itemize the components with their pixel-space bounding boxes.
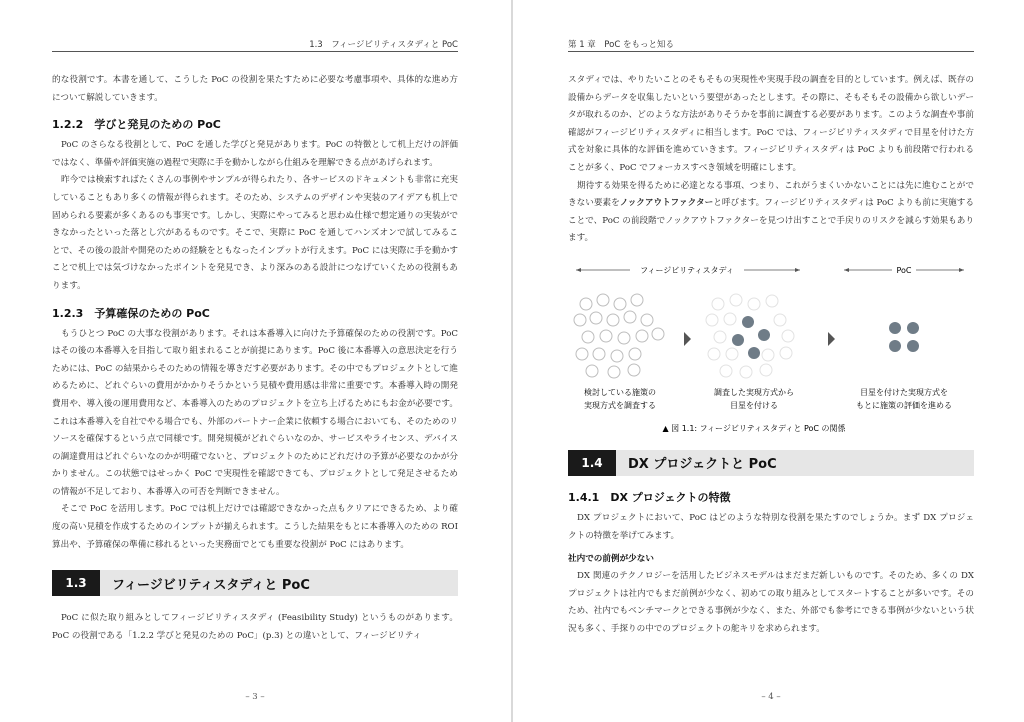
paragraph-1-4-1-b: DX 関連のテクノロジーを活用したビジネスモデルはまだまだ新しいものです。そのため、多くの DX プロジェクトは社内でもまだ前例が少なく、初めての取り組みとしてスタートすることが多いです。そのため、社内でもベンチマークとできる事例が少なく、また、外部でも参考にできる事例が少ないという状況も多く、手探りの中でのプロジェクトの舵キリを求められます。 (568, 571, 974, 634)
intro-paragraph: 的な役割です。本書を通して、こうした PoC の役割を果たすために必要な考慮事項や、具体的な進め方について解説していきます。 (52, 75, 458, 103)
right-page (512, 0, 1024, 722)
caption-step-2-line-2: 目星を付ける (730, 400, 778, 410)
caption-step-2-line-1: 調査した実現方式から (714, 387, 794, 397)
header-rule-left (52, 51, 458, 52)
running-head-right: 第 1 章 PoC をもっと知る (568, 40, 674, 50)
section-number: 1.4 (568, 450, 616, 476)
cluster-narrowed (706, 294, 794, 378)
label-feasibility: フィージビリティスタディ (640, 265, 734, 275)
label-poc: PoC (896, 265, 912, 275)
section-title: DX プロジェクトと PoC (628, 457, 777, 473)
heading-1-2-3: 1.2.3 予算確保のための PoC (52, 306, 210, 320)
right-page-content (568, 72, 974, 639)
knockout-text-before: 期待する効果を得るために必達となる事項、つまり、これがうまくいかないことには先に進むことができない要素を (568, 180, 974, 209)
section-number: 1.3 (52, 570, 100, 596)
caption-step-1-line-2: 実現方式を調査する (584, 400, 656, 410)
paragraph-feasibility-a: スタディでは、やりたいことのそもそもの実現性や実現手段の調査を目的としています。例えば、既存の設備からデータを収集したいという要望があったとします。その際に、そもそもその設備から欲しいデータが取れるのか、どのような方法がありそうかを事前に調査する必要があります。このような調査や事前確認がフィージビリティスタディに相当します。PoC では、フィージビリティスタディで目星を付けた方式を対象に具体的な評価を進めていきます。フィージビリティスタディは PoC よりも前段階で行われることが多く、PoC でフォーカスすべき領域を明確にします。 (568, 75, 974, 173)
cluster-candidates (574, 294, 664, 378)
caption-step-3-line-2: もとに施策の評価を進める (856, 400, 952, 410)
paragraph-feasibility-b (568, 178, 974, 248)
knockout-text-after: と呼びます。フィージビリティスタディは PoC よりも前に実施することで、PoC の前段階でノックアウトファクターを見つけ出すことで手戻りのリスクを減らす効果もあります。 (568, 198, 974, 244)
left-page-content (52, 72, 458, 645)
header-rule-right (568, 51, 974, 52)
figure-1-1 (568, 260, 974, 440)
cluster-selected (889, 322, 919, 352)
section-title: フィージビリティスタディと PoC (112, 577, 310, 593)
page-number-left: – 3 – (245, 692, 265, 702)
heading-1-2-2: 1.2.2 学びと発見のための PoC (52, 118, 221, 132)
paragraph-1-4-1-a: DX プロジェクトにおいて、PoC はどのような特別な役割を果たすのでしょうか。まず DX プロジェクトの特徴を挙げてみます。 (568, 512, 974, 541)
paragraph-1-2-3-a: もうひとつ PoC の大事な役割があります。それは本番導入に向けた予算確保のための役割です。PoC はその後の本番導入を目指して取り組まれることが前提にあります。PoC 後に本番導入の意思決定を行うためには、PoC の結果からそのための情報を導きだす必要があります。その中でもプロジェクトとして進めるために、どれぐらいの費用がかかりそうかという見積や費用感は非常に重要です。本番導入時の開発費用や、導入後の運用費用など、本番導入のためのプロジェクトを立ち上げるためにもお金が必要です。これは本番導入を自社でやる場合でも、外部のパートナー企業に依頼する場合においても、そのためのリソースを確保するという点で同様です。開発規模がどれぐらいなのか、サービスやライセンス、デバイスの調達費用はどれぐらいなのかが明確でないと、プロジェクトのためにどれだけの予算が必要なのかが分かりません。この状態ではせっかく PoC で実現性を確認できても、プロジェクトとして発足させるための情報が不足しており、本番導入の可否を判断できません。 (52, 328, 458, 497)
running-head-left: 1.3 フィージビリティスタディと PoC (309, 40, 458, 50)
paragraph-1-2-2-b: 昨今では検索すればたくさんの事例やサンプルが得られたり、各サービスのドキュメントも非常に充実していることもあり多くの情報が得られます。そのため、システムのデザインや実装のアイデアも机上で固められる要素が多くあるのも事実です。しかし、実際にやってみると思わぬ仕様で想定通りの実装ができなかったといった落とし穴があるものです。そこで、実際に PoC を通してハンズオンで試してみることで、その後の設計や開発のための経験をともなったインプットが行えます。PoC には実際に手を動かすことで机上では気づけなかったポイントを発見でき、より深みのある設計につなげていくための役割もあります。 (52, 175, 458, 291)
arrow-right-2 (828, 332, 835, 346)
caption-step-3-line-1: 目星を付けた実現方式を (860, 387, 948, 397)
page-number-right: – 4 – (761, 692, 781, 702)
paragraph-1-2-3-b: そこで PoC を活用します。PoC では机上だけでは確認できなかった点もクリアにできるため、より確度の高い見積を作成するためのインプットが揃えられます。こうした結果をもとに本番導入のための ROI 算出や、予算確保の準備に移れるといった実務面でとても重要な役割が PoC にはあります。 (52, 504, 458, 550)
paragraph-heading-few-precedents: 社内での前例が少ない (568, 554, 654, 565)
heading-1-4-1: 1.4.1 DX プロジェクトの特徴 (568, 490, 731, 504)
section-heading-1-4 (568, 450, 974, 476)
paragraph-1-2-2-a: PoC のさらなる役割として、PoC を通した学びと発見があります。PoC の特徴として机上だけの評価ではなく、準備や評価実施の過程で実際に手を動かしながら仕組みを理解できる点があげられます。 (52, 140, 458, 168)
knockout-factor-term: ノックアウトファクター (619, 198, 714, 209)
caption-step-1-line-1: 検討している施策の (584, 387, 656, 397)
paragraph-1-3-a: PoC に似た取り組みとしてフィージビリティスタディ (Feasibility Study) というものがあります。PoC の役割である「1.2.2 学びと発見のための PoC」(p.3) との違いとして、フィージビリティ (52, 613, 458, 641)
figure-caption: ▲ 図 1.1: フィージビリティスタディと PoC の関係 (662, 423, 846, 433)
section-heading-1-3 (52, 570, 458, 596)
arrow-right-1 (684, 332, 691, 346)
figure-diagram (568, 260, 974, 440)
